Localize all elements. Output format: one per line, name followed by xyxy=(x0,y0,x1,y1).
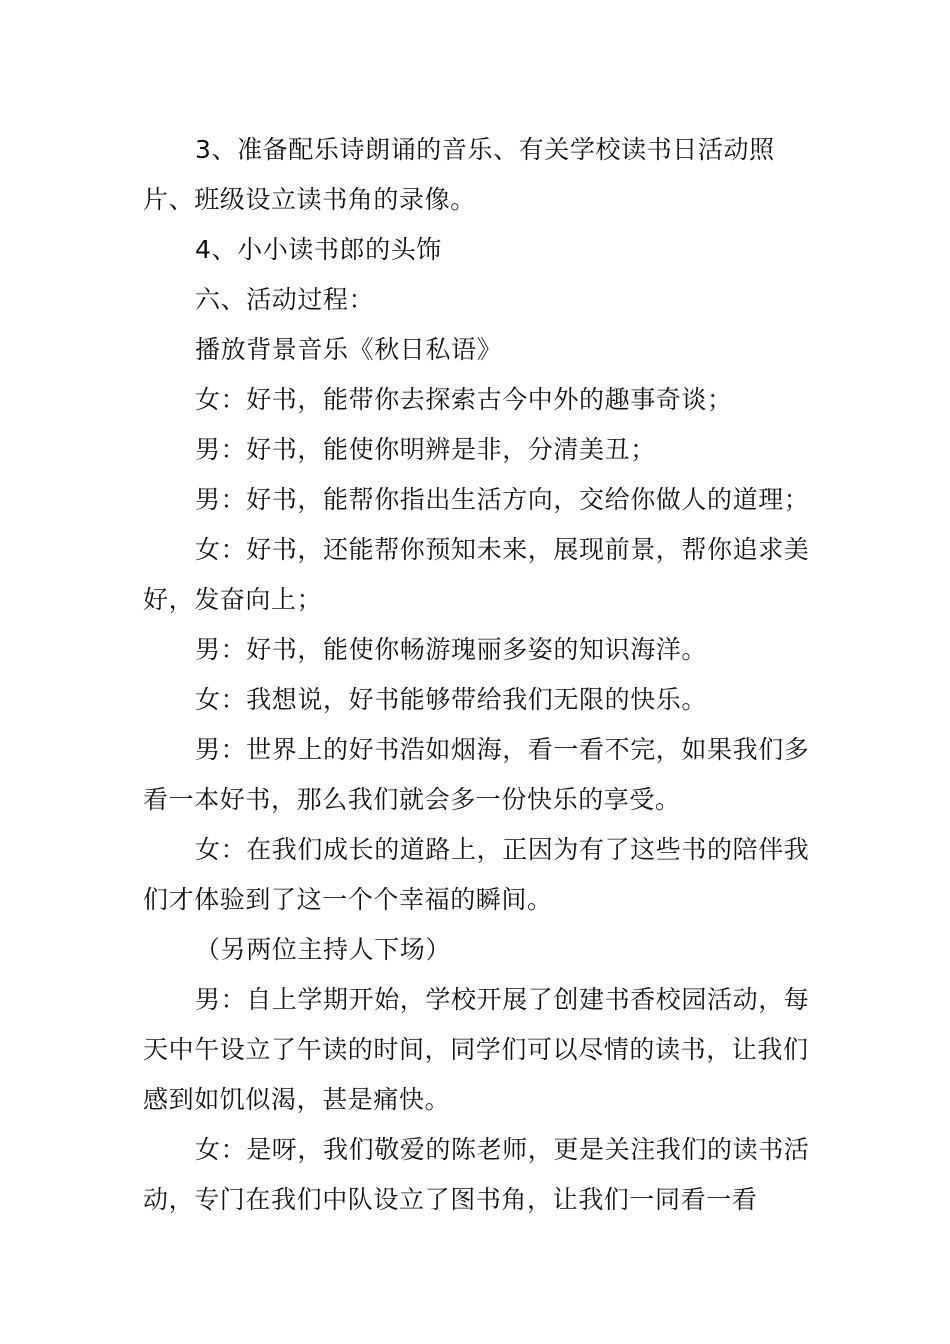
paragraph-preparation-item-3: 3、准备配乐诗朗诵的音乐、有关学校读书日活动照片、班级设立读书角的录像。 xyxy=(143,135,775,214)
dialogue-line: 男：好书，能使你明辨是非，分清美丑； xyxy=(195,435,656,464)
dialogue-line: 女：好书，还能帮你预知未来，展现前景，帮你追求美好，发奋向上； xyxy=(143,535,810,614)
dialogue-line: 男：好书，能帮你指出生活方向，交给你做人的道理； xyxy=(195,485,810,514)
document-body xyxy=(143,125,813,1225)
dialogue-line: 男：自上学期开始，学校开展了创建书香校园活动，每天中午设立了午读的时间，同学们可以尽情的读书，让我们感到如饥似渴，甚是痛快。 xyxy=(143,985,810,1114)
dialogue-line: 女：是呀，我们敬爱的陈老师，更是关注我们的读书活动，专门在我们中队设立了图书角，让我们一同看一看 xyxy=(143,1135,810,1214)
dialogue-line: 女：好书，能带你去探索古今中外的趣事奇谈； xyxy=(195,385,733,414)
section-heading-activity-process: 六、活动过程： xyxy=(195,285,375,314)
paragraph-preparation-item-4: 4、小小读书郎的头饰 xyxy=(195,235,442,264)
stage-direction: （另两位主持人下场） xyxy=(195,935,452,964)
dialogue-line: 男：世界上的好书浩如烟海，看一看不完，如果我们多看一本好书，那么我们就会多一份快乐的享受。 xyxy=(143,735,810,814)
paragraph-background-music: 播放背景音乐《秋日私语》 xyxy=(195,335,503,364)
dialogue-line: 男：好书，能使你畅游瑰丽多姿的知识海洋。 xyxy=(195,635,708,664)
dialogue-line: 女：我想说，好书能够带给我们无限的快乐。 xyxy=(195,685,708,714)
dialogue-line: 女：在我们成长的道路上，正因为有了这些书的陪伴我们才体验到了这一个个幸福的瞬间。 xyxy=(143,835,810,914)
